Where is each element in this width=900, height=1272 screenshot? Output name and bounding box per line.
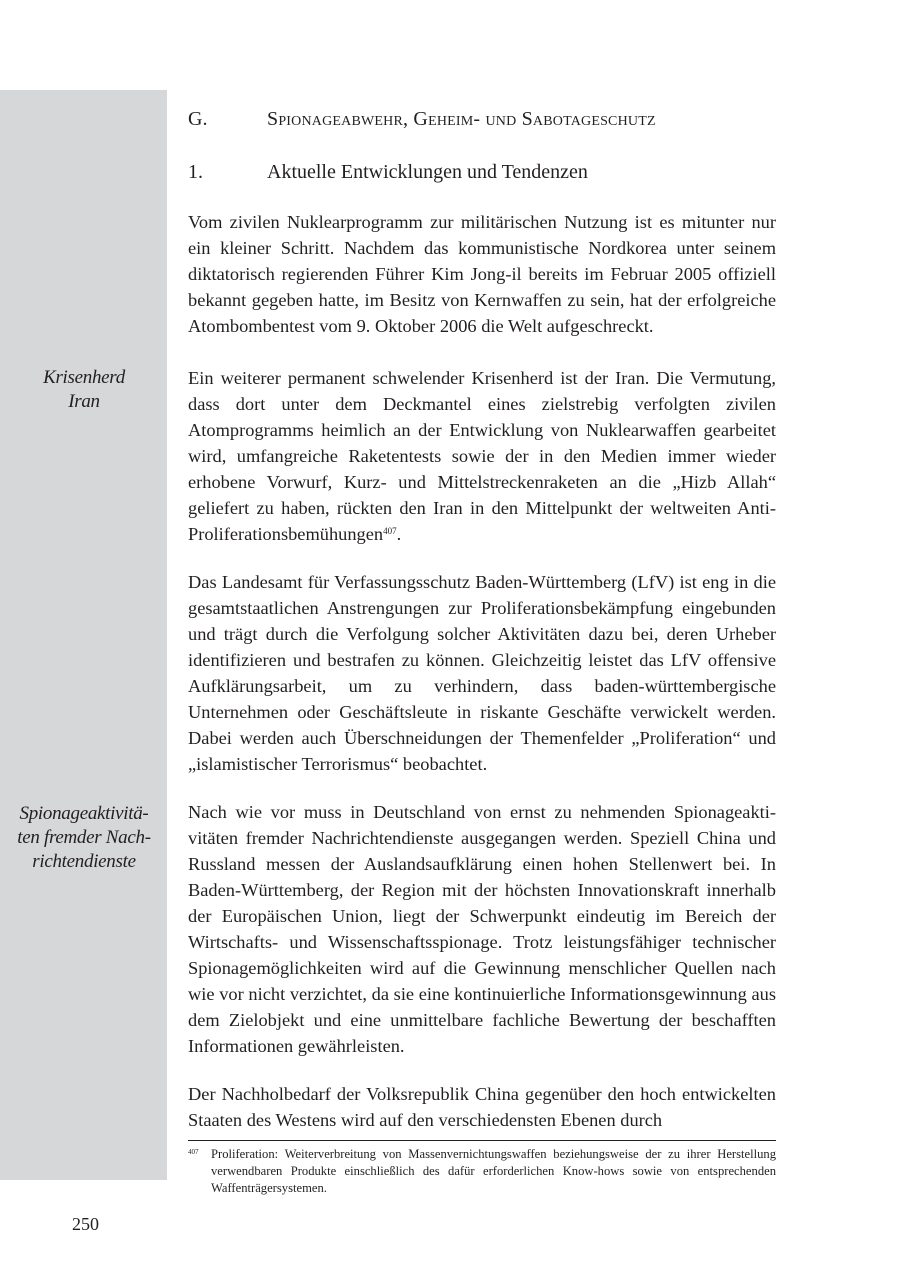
margin-note-krisenherd-iran	[4, 366, 164, 414]
paragraph: Nach wie vor muss in Deutschland von ernst zu nehmenden Spionageaktivitäten fremder Nachrichtendienste ausgegangen werden. Speziell China und Russland messen der Auslandsaufklärung einen hohen Stellenwert bei. In Baden-Württemberg, der Region mit der höchsten Innovationskraft innerhalb der Europäischen Union, liegt der Schwerpunkt eindeutig im Bereich der Wirtschafts- und Wissenschaftsspionage. Trotz leistungsfähiger technischer Spionagemöglichkeiten wird auf die Gewinnung menschlicher Quellen nach wie vor nicht verzichtet, da sie eine kontinuierliche Informationsgewinnung aus dem Zielobjekt und eine unmittelbare fachliche Bewertung der beschafften Informationen gewährleisten.	[188, 802, 776, 1056]
footnote-text: Proliferation: Weiterverbreitung von Massenvernichtungswaffen beziehungsweise der zu ihrer Herstellung verwendbaren Produkte einschließlich des dafür erforderlichen Know-hows sowie von entsprechenden Waffenträgersystemen.	[211, 1147, 776, 1195]
margin-note-line: Iran	[68, 391, 100, 412]
subsection-title: Aktuelle Entwicklungen und Tendenzen	[267, 161, 588, 183]
footnote-number: 407	[188, 1148, 199, 1156]
margin-note-line: Spionageaktivitä-	[19, 803, 149, 824]
margin-sidebar	[0, 90, 167, 1180]
paragraph: Ein weiterer permanent schwelender Krisenherd ist der Iran. Die Vermutung, dass dort unter dem Deckmantel eines zielstrebig verfolgten zivilen Atomprogramms heimlich an der Entwicklung von Nuklearwaffen gearbeitet wird, umfangreiche Raketentests sowie der in den Medien immer wieder erhobene Vorwurf, Kurz- und Mittelstreckenraketen an die „Hizb Allah“ geliefert zu haben, rückten den Iran in den Mittelpunkt der weltweiten Anti-Proliferationsbemühungen$^{407}$.	[188, 368, 776, 544]
margin-note-spionageaktivitaeten	[4, 802, 164, 874]
margin-note-line: ten fremder Nach-	[17, 827, 151, 848]
paragraph-text: Ein weiterer permanent schwelender Krisenherd ist der Iran. Die Vermutung, dass dort unter dem Deckmantel eines zielstrebig verfolgten zivilen Atomprogramms heimlich an der Entwicklung von Nuklearwaffen gearbeitet wird, umfangreiche Raketentests sowie der in den Medien immer wieder erhobene Vorwurf, Kurz- und Mittelstreckenraketen an die „Hizb Allah“ geliefert zu haben, rückten den Iran in den Mittelpunkt der weltweiten Anti-Proliferationsbemühungen	[188, 368, 776, 544]
subsection-number: 1.	[188, 161, 203, 183]
page-number: 250	[72, 1214, 99, 1234]
section-title: Spionageabwehr, Geheim- und Sabotageschutz	[267, 108, 656, 130]
margin-note-line: Krisenherd	[43, 367, 125, 388]
margin-note-line: richtendienste	[32, 851, 136, 872]
footnote-reference[interactable]: 407	[383, 526, 397, 536]
footnote	[188, 1146, 776, 1197]
paragraph: Vom zivilen Nuklearprogramm zur militärischen Nutzung ist es mitunter nur ein kleiner Schritt. Nachdem das kommunistische Nordkorea unter seinem diktatorisch regierenden Führer Kim Jong-il bereits im Februar 2005 offiziell bekannt gegeben hatte, im Besitz von Kernwaffen zu sein, hat der erfolgreiche Atombombentest vom 9. Oktober 2006 die Welt aufgeschreckt.	[188, 212, 776, 336]
paragraph: Das Landesamt für Verfassungsschutz Baden-Württemberg (LfV) ist eng in die gesamtstaatlichen Anstrengungen zur Proliferationsbekämpfung eingebunden und trägt durch die Verfolgung solcher Aktivitäten dazu bei, deren Urheber identifizieren und bestrafen zu können. Gleichzeitig leistet das LfV offensive Aufklärungsarbeit, um zu verhindern, dass baden-württembergische Unternehmen oder Geschäftsleute in riskante Geschäfte verwickelt werden. Dabei werden auch Überschneidungen der Themenfelder „Proliferation“ und „islamistischer Terrorismus“ beobachtet.	[188, 572, 776, 774]
section-letter: G.	[188, 108, 208, 130]
paragraph: Der Nachholbedarf der Volksrepublik China gegenüber den hoch entwickelten Staaten des Westens wird auf den verschiedensten Ebenen durch	[188, 1084, 776, 1130]
footnote-divider	[188, 1140, 776, 1141]
